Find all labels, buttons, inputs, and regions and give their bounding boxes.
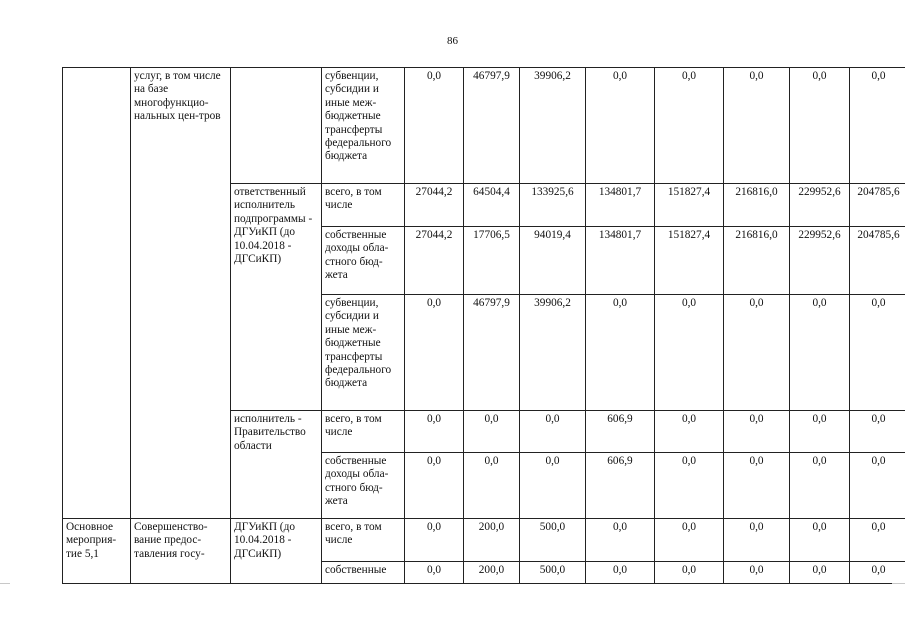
- event-name-cell: Совершенство-вание предос-тавления госу-: [131, 519, 231, 584]
- funding-source-cell: субвенции, субсидии и иные меж-бюджетные трансферты федерального бюджета: [322, 295, 405, 411]
- budget-table: [62, 67, 905, 584]
- value-cell: 0,0: [790, 562, 850, 584]
- value-cell: 0,0: [655, 295, 724, 411]
- table-row: [63, 519, 905, 562]
- value-cell: 151827,4: [655, 184, 724, 227]
- value-cell: 151827,4: [655, 227, 724, 295]
- executor-cell: ответственный исполнитель подпрограммы - ДГУиКП (до 10.04.2018 - ДГСиКП): [231, 184, 322, 411]
- value-cell: 200,0: [464, 562, 520, 584]
- value-cell: 0,0: [405, 295, 464, 411]
- value-cell: 0,0: [405, 411, 464, 453]
- value-cell: 46797,9: [464, 68, 520, 184]
- value-cell: 204785,6: [850, 184, 905, 227]
- funding-source-cell: субвенции, субсидии и иные меж-бюджетные трансферты федерального бюджета: [322, 68, 405, 184]
- value-cell: 0,0: [405, 453, 464, 519]
- value-cell: 46797,9: [464, 295, 520, 411]
- value-cell: 27044,2: [405, 184, 464, 227]
- value-cell: 0,0: [850, 411, 905, 453]
- value-cell: 0,0: [850, 295, 905, 411]
- table-row: [63, 68, 905, 184]
- value-cell: 0,0: [724, 411, 790, 453]
- value-cell: 0,0: [724, 519, 790, 562]
- value-cell: 0,0: [655, 411, 724, 453]
- value-cell: 0,0: [655, 68, 724, 184]
- value-cell: 133925,6: [520, 184, 586, 227]
- value-cell: 0,0: [405, 68, 464, 184]
- value-cell: 39906,2: [520, 68, 586, 184]
- value-cell: 0,0: [586, 295, 655, 411]
- value-cell: 0,0: [724, 562, 790, 584]
- value-cell: 0,0: [586, 68, 655, 184]
- value-cell: 216816,0: [724, 227, 790, 295]
- executor-cell: ДГУиКП (до 10.04.2018 - ДГСиКП): [231, 519, 322, 584]
- value-cell: 39906,2: [520, 295, 586, 411]
- value-cell: 0,0: [724, 68, 790, 184]
- value-cell: 500,0: [520, 519, 586, 562]
- value-cell: 94019,4: [520, 227, 586, 295]
- scan-edge-mark-left: [0, 583, 10, 584]
- value-cell: 0,0: [790, 68, 850, 184]
- value-cell: 606,9: [586, 453, 655, 519]
- value-cell: 229952,6: [790, 184, 850, 227]
- value-cell: 0,0: [724, 295, 790, 411]
- value-cell: 0,0: [724, 453, 790, 519]
- funding-source-cell: собственные: [322, 562, 405, 584]
- funding-source-cell: собственные доходы обла-стного бюд-жета: [322, 453, 405, 519]
- value-cell: 0,0: [464, 411, 520, 453]
- value-cell: 27044,2: [405, 227, 464, 295]
- value-cell: 229952,6: [790, 227, 850, 295]
- value-cell: 500,0: [520, 562, 586, 584]
- value-cell: 64504,4: [464, 184, 520, 227]
- scan-edge-mark-right: [892, 583, 905, 584]
- value-cell: 134801,7: [586, 227, 655, 295]
- funding-source-cell: всего, в том числе: [322, 184, 405, 227]
- value-cell: 606,9: [586, 411, 655, 453]
- value-cell: 200,0: [464, 519, 520, 562]
- event-number-cell: Основное мероприя-тие 5,1: [63, 519, 131, 584]
- value-cell: 0,0: [790, 295, 850, 411]
- funding-source-cell: всего, в том числе: [322, 519, 405, 562]
- value-cell: 0,0: [405, 562, 464, 584]
- value-cell: 0,0: [850, 562, 905, 584]
- value-cell: 0,0: [850, 519, 905, 562]
- value-cell: 0,0: [790, 453, 850, 519]
- value-cell: 204785,6: [850, 227, 905, 295]
- value-cell: 0,0: [655, 519, 724, 562]
- executor-cell: [231, 68, 322, 184]
- value-cell: 0,0: [790, 519, 850, 562]
- page-number: 86: [447, 35, 458, 47]
- value-cell: 0,0: [850, 453, 905, 519]
- value-cell: 0,0: [405, 519, 464, 562]
- value-cell: 0,0: [655, 453, 724, 519]
- value-cell: 0,0: [850, 68, 905, 184]
- value-cell: 134801,7: [586, 184, 655, 227]
- value-cell: 17706,5: [464, 227, 520, 295]
- value-cell: 0,0: [655, 562, 724, 584]
- executor-cell: исполнитель - Правительство области: [231, 411, 322, 519]
- value-cell: 0,0: [586, 562, 655, 584]
- funding-source-cell: собственные доходы обла-стного бюд-жета: [322, 227, 405, 295]
- value-cell: 216816,0: [724, 184, 790, 227]
- value-cell: 0,0: [520, 453, 586, 519]
- value-cell: 0,0: [520, 411, 586, 453]
- event-number-cell: [63, 68, 131, 519]
- value-cell: 0,0: [586, 519, 655, 562]
- value-cell: 0,0: [464, 453, 520, 519]
- event-name-cell: услуг, в том числе на базе многофункцио-нальных цен-тров: [131, 68, 231, 519]
- funding-source-cell: всего, в том числе: [322, 411, 405, 453]
- value-cell: 0,0: [790, 411, 850, 453]
